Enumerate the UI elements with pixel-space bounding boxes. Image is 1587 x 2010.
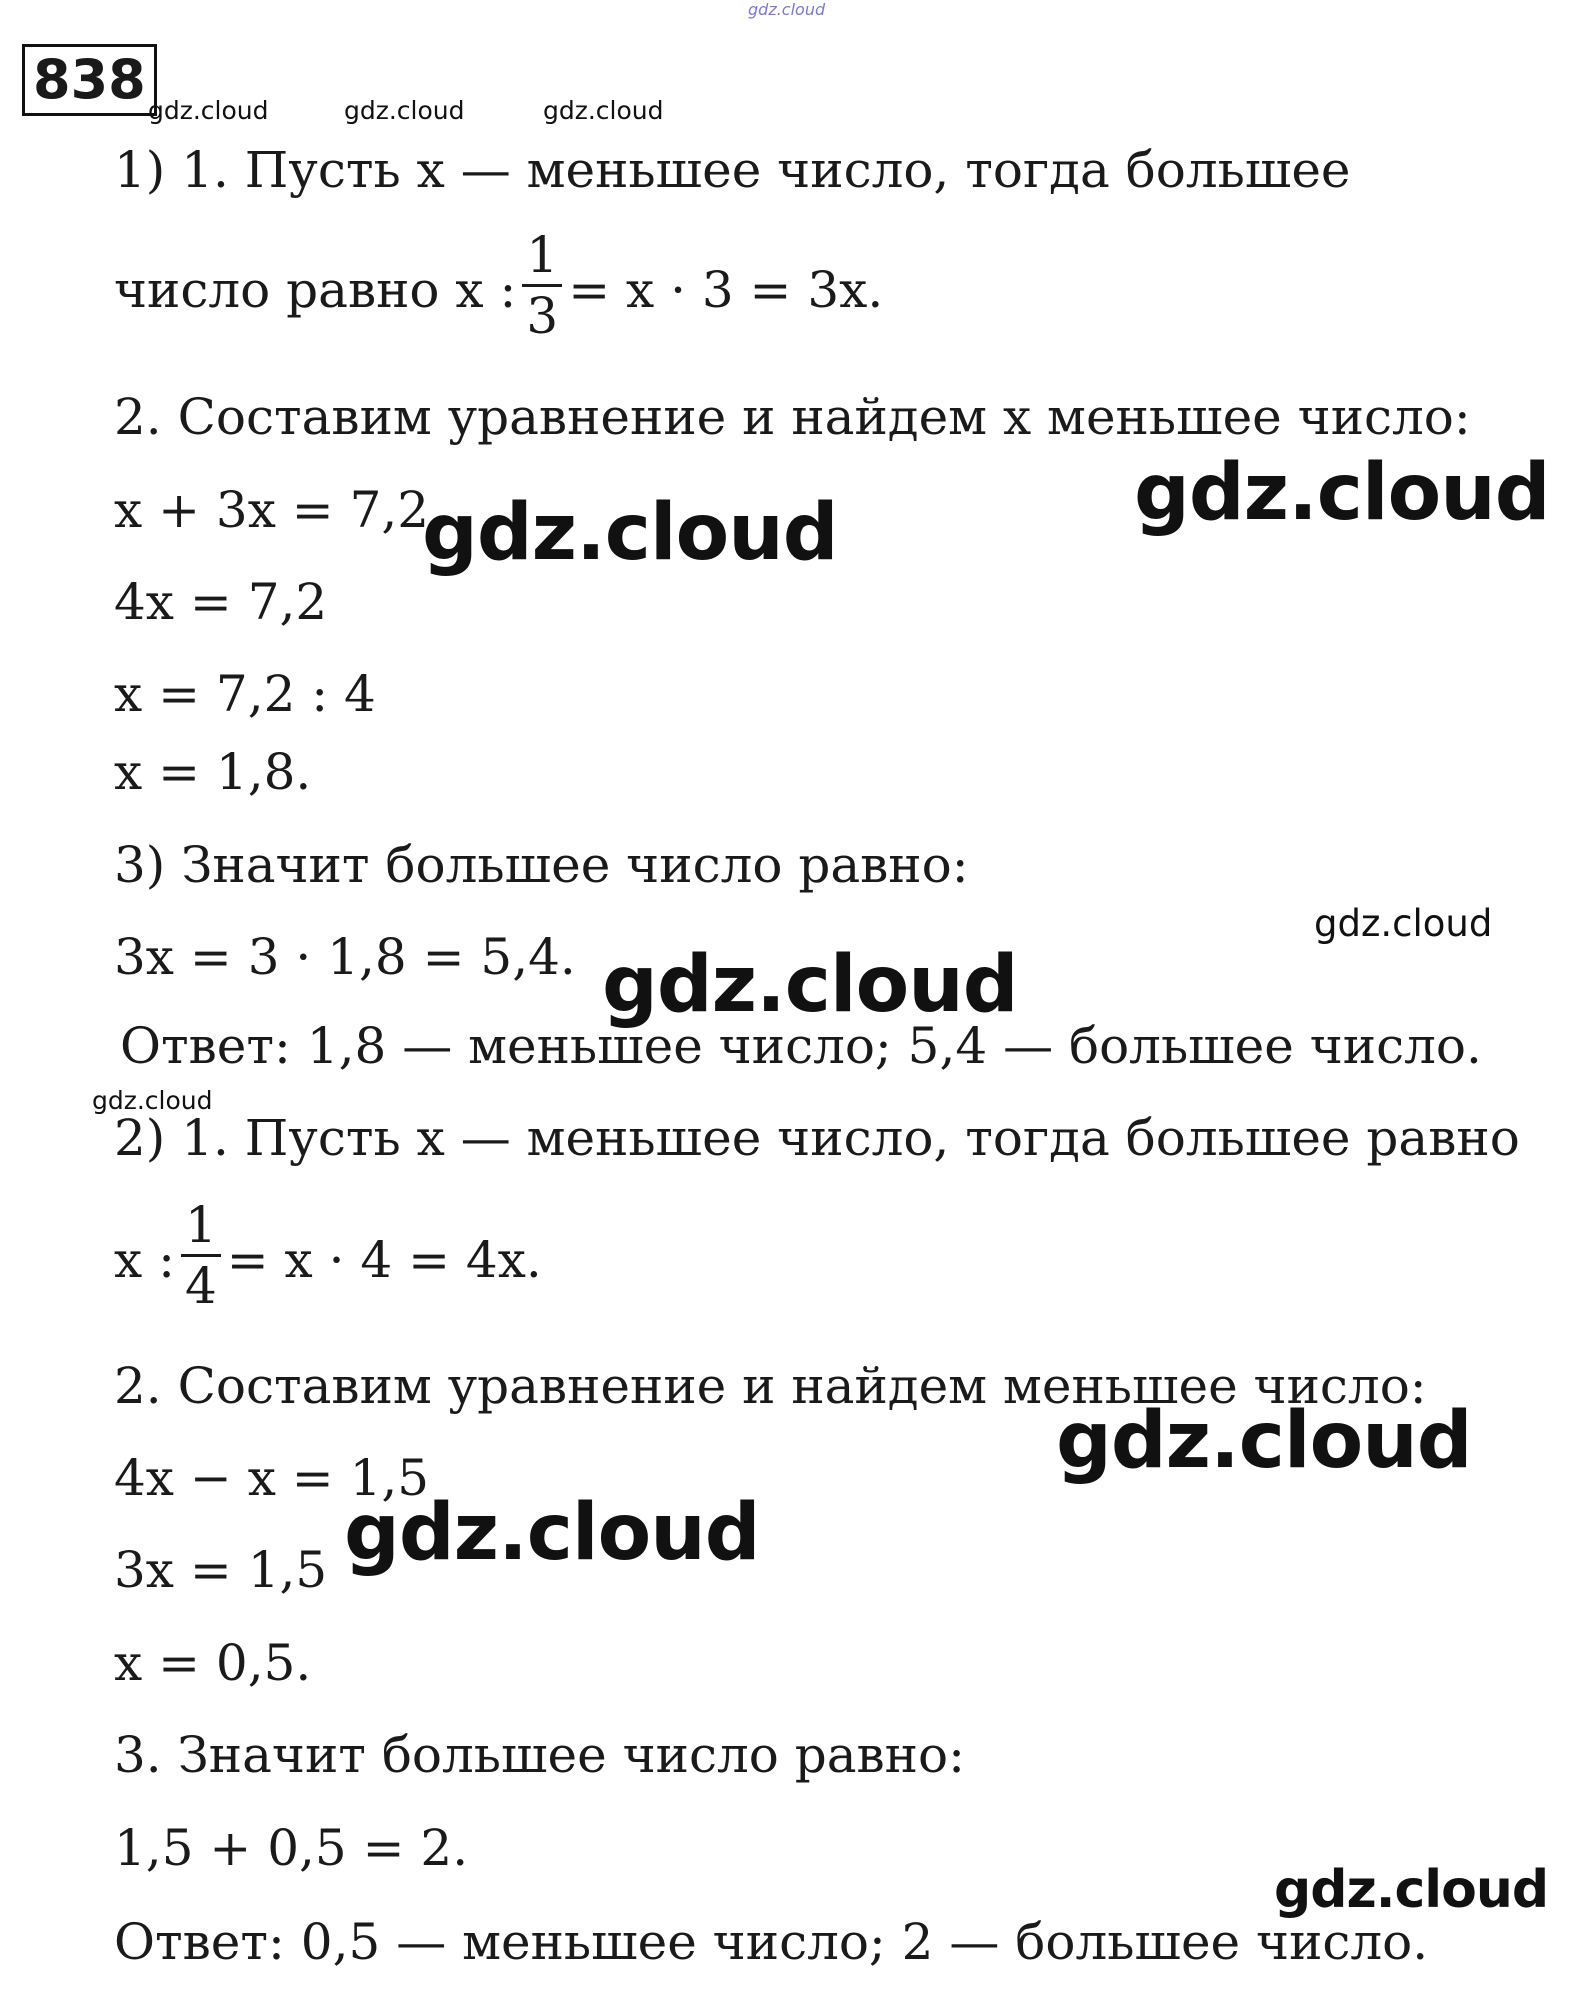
part1-line-2-text: число равно x :: [114, 260, 517, 319]
part2-line-2-tail: = x · 4 = 4x.: [226, 1230, 542, 1289]
watermark-4: gdz.cloud: [602, 940, 1018, 1030]
fraction-one-third: [522, 226, 562, 345]
watermark-1: gdz.cloud: [1134, 448, 1550, 538]
part2-line-3: 2. Составим уравнение и найдем меньшее число:: [114, 1357, 1427, 1415]
fraction-denominator: 4: [184, 1257, 217, 1315]
part1-line-2: [114, 226, 884, 349]
top-watermark: gdz.cloud: [748, 0, 826, 19]
part2-line-7: 3. Значит большее число равно:: [114, 1726, 965, 1784]
equation-7: 3x = 1,5: [114, 1541, 328, 1599]
header-watermark-2: gdz.cloud: [344, 96, 465, 125]
equation-4: x = 1,8.: [114, 743, 312, 801]
equation-5: 3x = 3 · 1,8 = 5,4.: [114, 928, 576, 986]
equation-2: 4x = 7,2: [114, 573, 328, 631]
part2-line-1: 2) 1. Пусть x — меньшее число, тогда большее равно: [114, 1109, 1520, 1167]
watermark-5: gdz.cloud: [92, 1086, 213, 1115]
equation-6: 4x − x = 1,5: [114, 1449, 430, 1507]
fraction-numerator: 1: [522, 226, 562, 287]
watermark-6: gdz.cloud: [1056, 1396, 1472, 1486]
header-watermark-1: gdz.cloud: [148, 96, 269, 125]
part1-line-1: 1) 1. Пусть x — меньшее число, тогда большее: [114, 141, 1351, 199]
equation-8: x = 0,5.: [114, 1634, 312, 1692]
part1-line-2-tail: = x · 3 = 3x.: [568, 260, 884, 319]
fraction-denominator: 3: [526, 287, 559, 345]
part1-line-8: 3) Значит большее число равно:: [114, 836, 969, 894]
watermark-8: gdz.cloud: [1274, 1860, 1549, 1920]
answer-1: Ответ: 1,8 — меньшее число; 5,4 — большее число.: [120, 1017, 1482, 1075]
header-watermark-3: gdz.cloud: [543, 96, 664, 125]
problem-number: 838: [22, 44, 157, 116]
watermark-2: gdz.cloud: [422, 488, 838, 578]
part2-line-2: [114, 1196, 542, 1319]
answer-2: Ответ: 0,5 — меньшее число; 2 — большее число.: [114, 1913, 1429, 1971]
watermark-7: gdz.cloud: [344, 1488, 760, 1578]
fraction-one-fourth: [181, 1196, 221, 1315]
fraction-numerator: 1: [181, 1196, 221, 1257]
equation-3: x = 7,2 : 4: [114, 665, 376, 723]
equation-1: x + 3x = 7,2: [114, 481, 430, 539]
watermark-3: gdz.cloud: [1314, 902, 1493, 945]
part2-line-2-text: x :: [114, 1230, 175, 1289]
part1-line-3: 2. Составим уравнение и найдем x меньшее число:: [114, 388, 1471, 446]
equation-9: 1,5 + 0,5 = 2.: [114, 1819, 469, 1877]
